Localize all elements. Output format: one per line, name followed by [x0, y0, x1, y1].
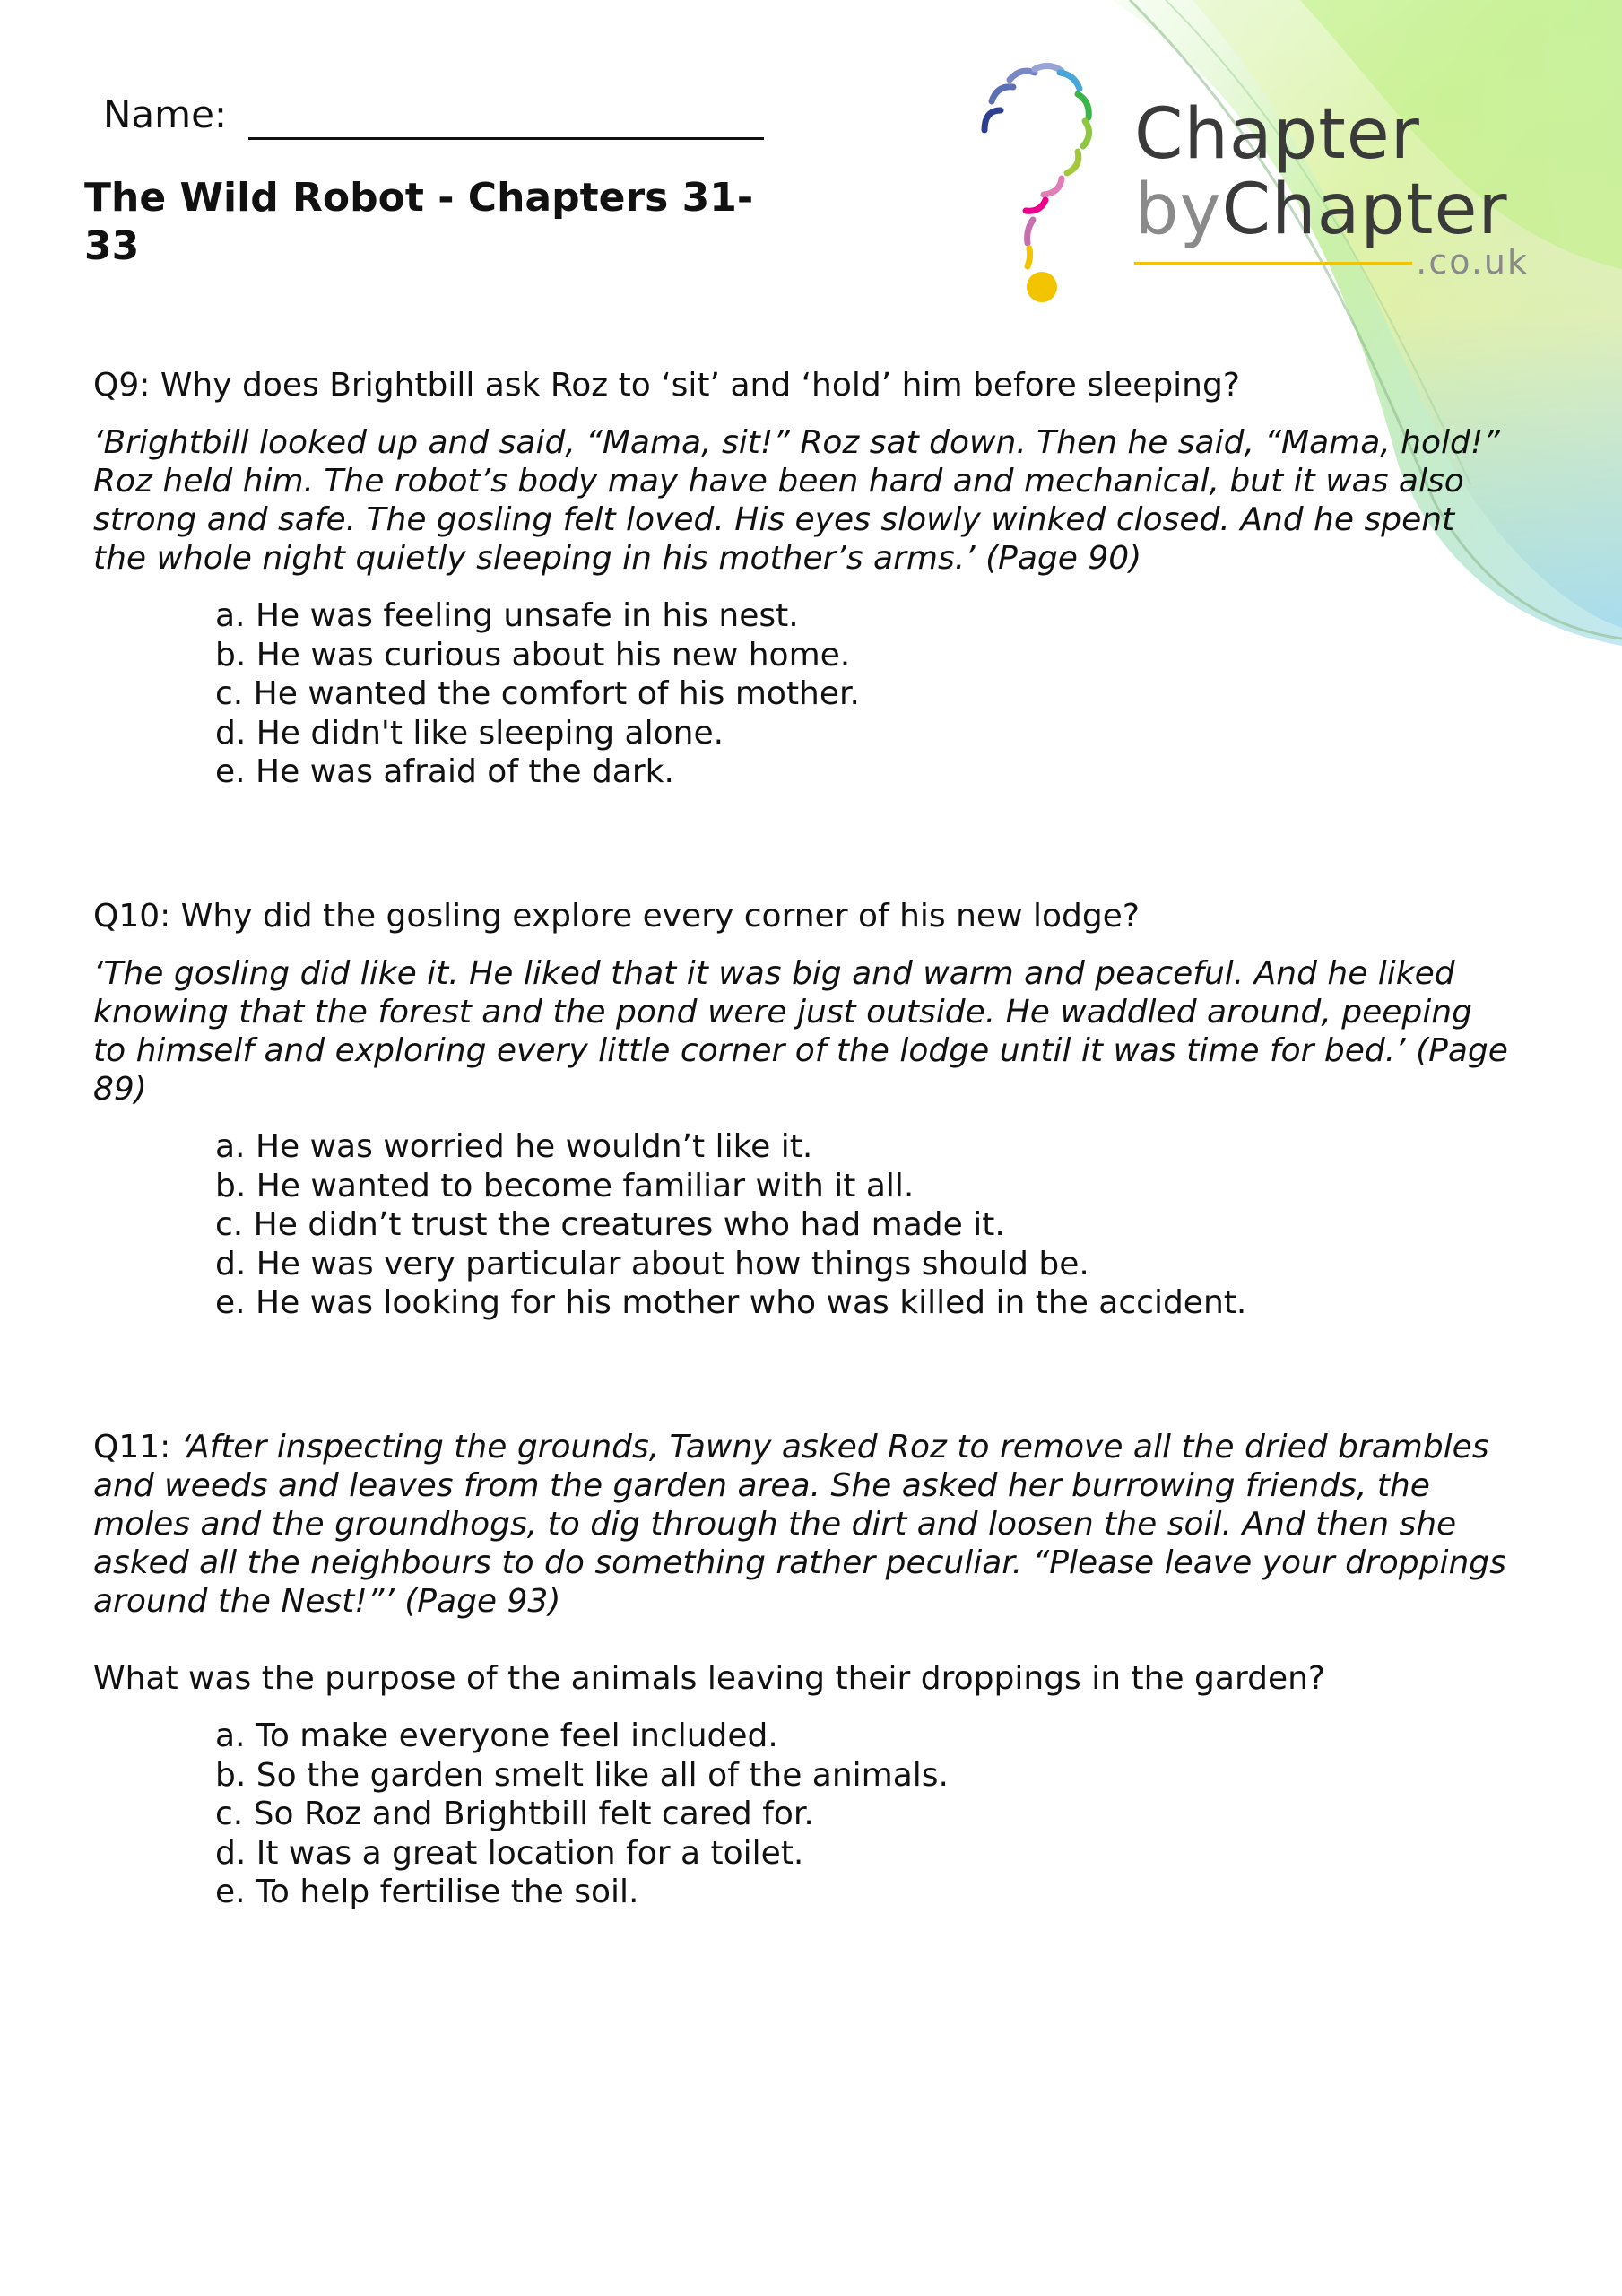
answer-option-e[interactable]: e. He was looking for his mother who was killed in the accident.: [215, 1284, 1247, 1321]
quote-line: the whole night quietly sleeping in his mother’s arms.’ (Page 90): [93, 540, 1142, 577]
brand-word-by: by: [1134, 170, 1222, 250]
answer-option-e[interactable]: e. He was afraid of the dark.: [215, 753, 674, 790]
brand-word-chapter: Chapter: [1134, 94, 1420, 175]
question-q9: [93, 366, 1528, 405]
name-underline[interactable]: [248, 98, 764, 140]
quote-line: 89): [93, 1071, 147, 1108]
brand-wordmark: [1134, 94, 1529, 282]
answer-options: [215, 596, 860, 792]
answer-option-d[interactable]: d. He didn't like sleeping alone.: [215, 714, 724, 752]
answer-option-b[interactable]: b. He wanted to become familiar with it all.: [215, 1167, 915, 1205]
name-field: [103, 90, 764, 140]
answer-option-e[interactable]: e. To help fertilise the soil.: [215, 1874, 639, 1910]
quote-line: moles and the groundhogs, to dig through the dirt and loosen the soil. And then she: [93, 1506, 1457, 1543]
brand-domain-row: [1134, 242, 1529, 282]
quote-line: ‘The gosling did like it. He liked that it was big and warm and peaceful. And he liked: [93, 955, 1455, 992]
answer-option-c[interactable]: c. He wanted the comfort of his mother.: [215, 675, 860, 712]
answer-option-c[interactable]: c. He didn’t trust the creatures who had made it.: [215, 1206, 1005, 1243]
brand-domain: .co.uk: [1416, 242, 1529, 282]
question-number: Q11:: [93, 1429, 181, 1465]
quote-line: knowing that the forest and the pond were just outside. He waddled around, peeping: [93, 994, 1472, 1031]
quote-line: to himself and exploring every little corner of the lodge until it was time for bed.’ (Page: [93, 1032, 1508, 1069]
brand-word-chapter-2: Chapter: [1221, 170, 1508, 250]
question-stem: Q10: Why did the gosling explore every corner of his new lodge?: [93, 898, 1140, 935]
answer-option-a[interactable]: a. He was feeling unsafe in his nest.: [215, 597, 799, 634]
brand-word-bychapter: [1134, 170, 1529, 250]
answer-option-d[interactable]: d. He was very particular about how things should be.: [215, 1245, 1089, 1283]
question-q10-quote: [93, 954, 1528, 1321]
brand-divider: [1134, 262, 1412, 265]
worksheet-title: The Wild Robot - Chapters 31-33: [84, 175, 754, 269]
answer-option-d[interactable]: d. It was a great location for a toilet.: [215, 1834, 804, 1872]
answer-option-a[interactable]: a. To make everyone feel included.: [215, 1718, 778, 1754]
question-q11: [93, 1659, 1528, 1910]
name-label: Name:: [103, 92, 228, 136]
answer-options: [215, 1127, 1246, 1323]
question-q11-quote: [93, 1428, 1528, 1621]
quote-line: asked all the neighbours to do something rather peculiar. “Please leave your droppings: [93, 1544, 1506, 1581]
quote-line: and weeds and leaves from the garden area. She asked her burrowing friends, the: [93, 1467, 1430, 1504]
answer-option-c[interactable]: c. So Roz and Brightbill felt cared for.: [215, 1796, 814, 1832]
question-q9-quote: [93, 423, 1528, 790]
question-stem: What was the purpose of the animals leaving their droppings in the garden?: [93, 1660, 1326, 1697]
quote-line: around the Nest!”’ (Page 93): [93, 1583, 561, 1620]
answer-option-a[interactable]: a. He was worried he wouldn’t like it.: [215, 1128, 813, 1165]
quote-line-text: ‘After inspecting the grounds, Tawny asked Roz to remove all the dried brambles: [180, 1429, 1489, 1465]
quote-line: ‘Brightbill looked up and said, “Mama, sit!” Roz sat down. Then he said, “Mama, hold!”: [93, 424, 1500, 461]
quote-line: [93, 1428, 1528, 1466]
answer-option-b[interactable]: b. He was curious about his new home.: [215, 636, 851, 674]
question-stem: Q9: Why does Brightbill ask Roz to ‘sit’ and ‘hold’ him before sleeping?: [93, 367, 1240, 404]
answer-option-b[interactable]: b. So the garden smelt like all of the animals.: [215, 1756, 949, 1794]
quote-line: strong and safe. The gosling felt loved. His eyes slowly winked closed. And he spent: [93, 501, 1455, 538]
chapter-by-chapter-logo-icon: [959, 49, 1121, 318]
answer-options: [215, 1717, 949, 1912]
quote-line: Roz held him. The robot’s body may have been hard and mechanical, but it was also: [93, 463, 1464, 500]
question-q10: [93, 897, 1528, 936]
